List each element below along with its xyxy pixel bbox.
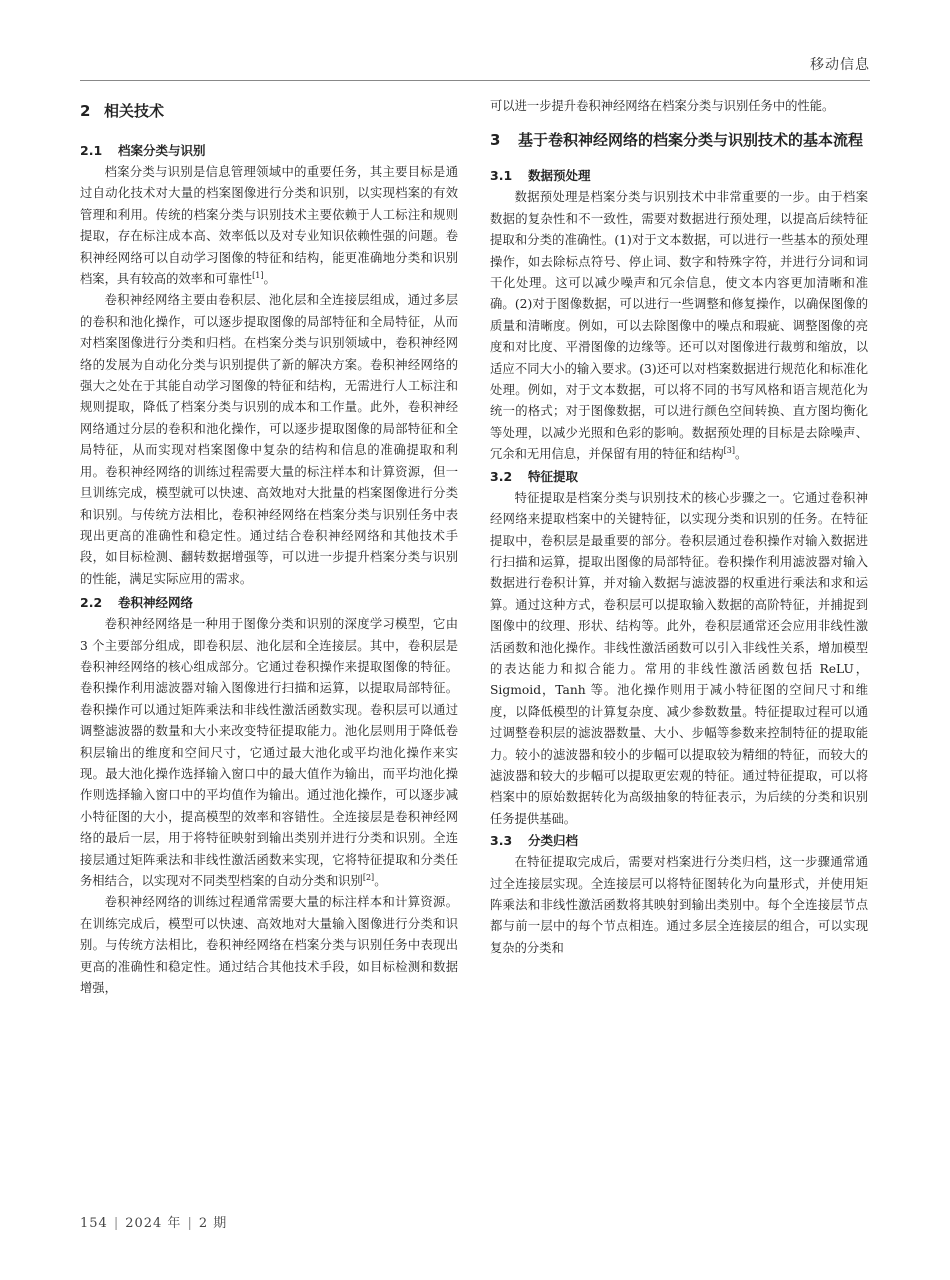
paragraph: 卷积神经网络主要由卷积层、池化层和全连接层组成，通过多层的卷积和池化操作，可以逐步提取图像的局部特征和全局特征，从而对档案图像进行分类和归档。在档案分类与识别领域中，卷积神经网络的发展为自动化分类与识别提供了新的解决方案。卷积神经网络的强大之处在于其能自动学习图像的特征和结构，无需进行人工标注和规则提取，降低了档案分类与识别的成本和工作量。此外，卷积神经网络通过分层的卷积和池化操作，可以逐步提取图像的局部特征和全局特征，从而实现对档案图像中复杂的结构和信息的准确提取和利用。卷积神经网络的训练过程需要大量的标注样本和计算资源，但一旦训练完成，模型就可以快速、高效地对大批量的档案图像进行分类和识别。与传统方法相比，卷积神经网络在档案分类与识别任务中表现出更高的准确性和稳定性。通过结合卷积神经网络和其他技术手段，如目标检测、翻转数据增强等，可以进一步提升档案分类与识别的性能，满足实际应用的需求。 xyxy=(80,293,458,586)
paragraph-continued: 可以进一步提升卷积神经网络在档案分类与识别任务中的性能。 xyxy=(490,99,835,113)
paragraph: 特征提取是档案分类与识别技术的核心步骤之一。它通过卷积神经网络来提取档案中的关键特征，以实现分类和识别的任务。在特征提取中，卷积层是最重要的部分。卷积层通过卷积操作对输入数据进行扫描和运算，提取出图像的局部特征。卷积操作利用滤波器对输入数据进行卷积计算，并对输入数据与滤波器的权重进行乘法和求和运算。通过这种方式，卷积层可以提取输入数据的高阶特征，并捕捉到图像中的纹理、形状、结构等。此外，卷积层通常还会应用非线性激活函数和池化操作。非线性激活函数可以引入非线性关系，增加模型的表达能力和拟合能力。常用的非线性激活函数包括 ReLU，Sigmoid，Tanh 等。池化操作则用于减小特征图的空间尺寸和维度，以降低模型的计算复杂度、减少参数数量。特征提取过程可以通过调整卷积层的滤波器数量、大小、步幅等参数来控制特征的提取能力。较小的滤波器和较小的步幅可以提取较为精细的特征，而较大的滤波器和较大的步幅可以提取更宏观的特征。通过特征提取，可以将档案中的原始数据转化为高级抽象的特征表示，为后续的分类和识别任务提供基础。 xyxy=(490,490,868,826)
header-rule xyxy=(80,80,870,81)
footer-separator: | xyxy=(187,1216,193,1231)
subsection-title: 分类归档 xyxy=(528,833,579,849)
page-footer xyxy=(80,1212,227,1231)
paragraph xyxy=(80,162,458,290)
subsection-heading-2-2 xyxy=(80,592,458,614)
journal-name: 移动信息 xyxy=(810,57,870,73)
left-column xyxy=(80,96,458,999)
subsection-number: 3.3 xyxy=(490,833,513,849)
citation: [1] xyxy=(252,270,264,280)
issue-year: 2024 年 xyxy=(125,1216,182,1231)
subsection-number: 2.2 xyxy=(80,595,103,611)
section-heading-2 xyxy=(80,98,458,124)
paragraph: 卷积神经网络的训练过程通常需要大量的标注样本和计算资源。在训练完成后，模型可以快速、高效地对大量输入图像进行分类和识别。与传统方法相比，卷积神经网络在档案分类与识别任务中表现出更高的准确性和稳定性。通过结合其他技术手段，如目标检测和数据增强， xyxy=(80,895,458,996)
paragraph-end: 。 xyxy=(735,447,748,462)
subsection-number: 2.1 xyxy=(80,143,103,158)
paragraph-text: 卷积神经网络是一种用于图像分类和识别的深度学习模型，它由 3 个主要部分组成，即卷积层、池化层和全连接层。其中，卷积层是卷积神经网络的核心组成部分。它通过卷积操作来提取图像的特征。卷积操作利用滤波器对输入图像进行扫描和运算，以提取局部特征。卷积操作可以通过矩阵乘法和非线性激活函数实现。卷积层可以通过调整滤波器的数量和大小来改变特征提取能力。池化层则用于降低卷积层输出的维度和空间尺寸，它通过最大池化或平均池化操作来实现。最大池化操作选择输入窗口中的最大值作为输出，而平均池化操作则选择输入窗口中的平均值作为输出。通过池化操作，可以逐步减小特征图的大小，提高模型的效率和容错性。全连接层是卷积神经网络的最后一层，用于将特征映射到输出类别并进行分类和识别。全连接层通过矩阵乘法和非线性激活函数来实现，它将特征提取和分类任务相结合，以实现对不同类型档案的自动分类和识别 xyxy=(80,617,458,888)
paragraph: 在特征提取完成后，需要对档案进行分类归档，这一步骤通常通过全连接层实现。全连接层可以将特征图转化为向量形式，并使用矩阵乘法和非线性激活函数将其映射到输出类别中。每个全连接层节点都与前一层中的每个节点相连。通过多层全连接层的组合，可以实现复杂的分类和 xyxy=(490,855,868,955)
subsection-title: 数据预处理 xyxy=(528,168,591,184)
section-number: 3 xyxy=(490,131,501,150)
paragraph-end: 。 xyxy=(374,874,387,888)
section-heading-3 xyxy=(490,127,868,153)
footer-separator: | xyxy=(113,1216,120,1231)
subsection-title: 卷积神经网络 xyxy=(118,595,194,611)
subsection-title: 档案分类与识别 xyxy=(118,143,206,158)
paragraph xyxy=(490,187,868,465)
paragraph-text: 数据预处理是档案分类与识别技术中非常重要的一步。由于档案数据的复杂性和不一致性，需要对数据进行预处理，以提高后续特征提取和分类的准确性。(1)对于文本数据，可以进行一些基本的预处理操作，如去除标点符号、停止词、数字和特殊字符，并进行分词和词干化处理。这可以减少噪声和冗余信息，使文本内容更加清晰和准确。(2)对于图像数据，可以进行一些调整和修复操作，以确保图像的质量和清晰度。例如，可以去除图像中的噪点和瑕疵、调整图像的亮度和对比度、平滑图像的边缘等。还可以对图像进行裁剪和缩放，以适应不同大小的输入要求。(3)还可以对档案数据进行规范化和标准化处理。例如，对于文本数据，可以将不同的书写风格和语言规范化为统一的格式；对于图像数据，可以进行颜色空间转换、直方图均衡化等处理，以减少光照和色彩的影响。数据预处理的目标是去除噪声、冗余和无用信息，并保留有用的特征和结构 xyxy=(490,190,868,462)
paragraph-text: 档案分类与识别是信息管理领域中的重要任务，其主要目标是通过自动化技术对大量的档案图像进行分类和识别，以实现档案的有效管理和利用。传统的档案分类与识别技术主要依赖于人工标注和规则提取，存在标注成本高、效率低以及对专业知识依赖性强的问题。卷积神经网络可以自动学习图像的特征和结构，能更准确地分类和识别档案，具有较高的效率和可靠性 xyxy=(80,165,458,287)
subsection-heading-3-2 xyxy=(490,466,868,488)
subsection-number: 3.2 xyxy=(490,468,513,484)
subsection-title: 特征提取 xyxy=(528,468,579,484)
page-number: 154 xyxy=(80,1216,108,1231)
citation: [2] xyxy=(362,872,375,882)
subsection-heading-3-3 xyxy=(490,830,868,852)
paragraph-end: 。 xyxy=(263,272,276,287)
right-column xyxy=(490,96,868,959)
subsection-heading-2-1 xyxy=(80,140,458,162)
section-title: 基于卷积神经网络的档案分类与识别技术的基本流程 xyxy=(518,131,864,150)
section-number: 2 xyxy=(80,102,91,120)
issue-number: 2 期 xyxy=(198,1216,228,1231)
citation: [3] xyxy=(723,446,735,456)
subsection-heading-3-1 xyxy=(490,165,868,187)
section-title: 相关技术 xyxy=(104,102,165,120)
subsection-number: 3.1 xyxy=(490,168,513,184)
paragraph xyxy=(80,614,458,892)
